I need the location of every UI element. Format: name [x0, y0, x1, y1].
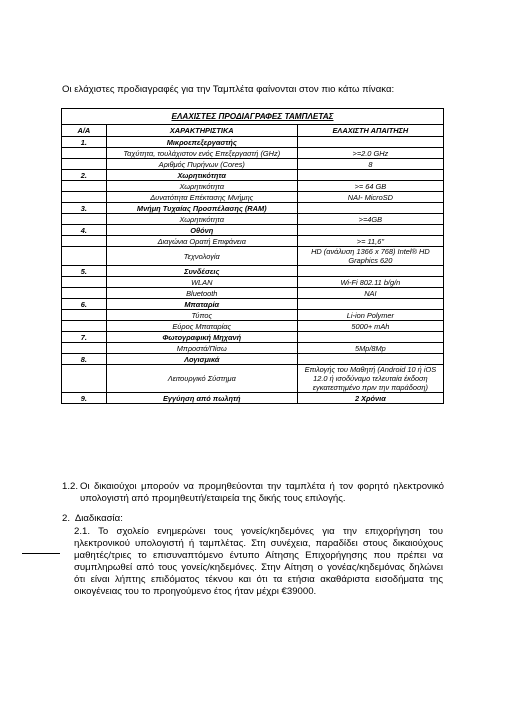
row-feature: Μπροστά/Πίσω [106, 343, 297, 354]
row-requirement [297, 354, 443, 365]
table-row [62, 277, 444, 288]
table-row [62, 343, 444, 354]
row-requirement: Li-ion Polymer [297, 310, 443, 321]
table-row [62, 310, 444, 321]
table-row [62, 192, 444, 203]
row-requirement [297, 203, 443, 214]
table-row [62, 148, 444, 159]
table-title-row [62, 109, 444, 125]
row-feature: Bluetooth [106, 288, 297, 299]
row-feature: Συνδέσεις [106, 266, 297, 277]
margin-rule [22, 553, 60, 554]
row-number: 2. [62, 170, 107, 181]
row-number [62, 365, 107, 393]
row-feature: Μικροεπεξεργαστής [106, 137, 297, 148]
table-title: ΕΛΑΧΙΣΤΕΣ ΠΡΟΔΙΑΓΡΑΦΕΣ ΤΑΜΠΛΕΤΑΣ [62, 109, 444, 125]
table-section-row [62, 137, 444, 148]
row-feature: Ταχύτητα, τουλάχιστον ενός Επεξεργαστή (GHz) [106, 148, 297, 159]
row-requirement: Wi-Fi 802.11 b/g/n [297, 277, 443, 288]
row-number: 4. [62, 225, 107, 236]
table-section-row [62, 393, 444, 404]
row-number: 3. [62, 203, 107, 214]
row-requirement: NAI [297, 288, 443, 299]
table-row [62, 236, 444, 247]
row-requirement: NAI- MicroSD [297, 192, 443, 203]
row-feature: Αριθμός Πυρήνων (Cores) [106, 159, 297, 170]
intro-text: Οι ελάχιστες προδιαγραφές για την Ταμπλέτα φαίνονται στον πιο κάτω πίνακα: [62, 84, 395, 95]
table-section-row [62, 170, 444, 181]
row-number [62, 247, 107, 266]
row-number [62, 321, 107, 332]
row-number [62, 343, 107, 354]
row-number: 1. [62, 137, 107, 148]
row-number [62, 288, 107, 299]
header-number: Α/Α [62, 125, 107, 137]
table-row [62, 321, 444, 332]
header-features: ΧΑΡΑΚΤΗΡΙΣΤΙΚΑ [106, 125, 297, 137]
header-requirement: ΕΛΑΧΙΣΤΗ ΑΠΑΙΤΗΣΗ [297, 125, 443, 137]
row-feature: Οθόνη [106, 225, 297, 236]
row-requirement: >=2.0 GHz [297, 148, 443, 159]
paragraph-1-2-label: 1.2. [62, 481, 79, 492]
row-number: 5. [62, 266, 107, 277]
row-requirement: >= 64 GB [297, 181, 443, 192]
row-requirement: 2 Χρόνια [297, 393, 443, 404]
row-feature: Εύρος Μπαταρίας [106, 321, 297, 332]
row-requirement [297, 225, 443, 236]
row-feature: Τεχνολογία [106, 247, 297, 266]
table-row [62, 365, 444, 393]
row-requirement: 5Mp/8Mp [297, 343, 443, 354]
row-number: 9. [62, 393, 107, 404]
row-requirement [297, 332, 443, 343]
row-number: 8. [62, 354, 107, 365]
row-number [62, 214, 107, 225]
row-feature: Διαγώνια Ορατή Επιφάνεια [106, 236, 297, 247]
row-feature: Μνήμη Τυχαίας Προσπέλασης (RAM) [106, 203, 297, 214]
row-feature: Εγγύηση από πωλητή [106, 393, 297, 404]
table-section-row [62, 299, 444, 310]
paragraph-1-2-text: Οι δικαιούχοι μπορούν να προμηθεύονται την ταμπλέτα ή τον φορητό ηλεκτρονικό υπολογιστή από προμηθευτή/εταιρεία της δικής τους επιλογής. [80, 481, 444, 504]
row-requirement: 5000+ mAh [297, 321, 443, 332]
section-2-heading [62, 513, 123, 524]
row-feature: Φωτογραφική Μηχανή [106, 332, 297, 343]
row-feature: Λογισμικά [106, 354, 297, 365]
section-2-label: 2. [62, 513, 71, 524]
row-requirement: >= 11,6" [297, 236, 443, 247]
table-section-row [62, 203, 444, 214]
row-feature: Μπαταρία [106, 299, 297, 310]
row-number [62, 181, 107, 192]
row-requirement: HD (ανάλυση 1366 x 768) Intel® HD Graphics 620 [297, 247, 443, 266]
row-number [62, 192, 107, 203]
table-row [62, 288, 444, 299]
row-number: 7. [62, 332, 107, 343]
row-requirement [297, 299, 443, 310]
paragraph-2-1: 2.1. Το σχολείο ενημερώνει τους γονείς/κηδεμόνες για την επιχορήγηση του ηλεκτρονικού υπολογιστή ή ταμπλέτας. Στη συνέχεια, παραδίδει στους δικαιούχους μαθητές/τριες το επισυναπτόμενο έντυπο Αίτησης Επιχορήγησης που πρέπει να συμπληρωθεί από τους γονείς/κηδεμόνες. Στην Αίτηση ο γονέας/κηδεμόνας δηλώνει ότι είναι λήπτης επιδόματος τέκνου και ότι τα ετήσια ακαθάριστα εισοδήματα της οικογένειας του το προηγούμενο έτος ήταν μέχρι €39000. [74, 526, 443, 597]
row-feature: Τύπος [106, 310, 297, 321]
row-number: 6. [62, 299, 107, 310]
table-section-row [62, 332, 444, 343]
table-section-row [62, 354, 444, 365]
row-requirement [297, 266, 443, 277]
row-number [62, 310, 107, 321]
row-requirement: 8 [297, 159, 443, 170]
row-number [62, 148, 107, 159]
row-number [62, 159, 107, 170]
row-feature: Λειτουργικό Σύστημα [106, 365, 297, 393]
row-requirement: Επιλογής του Μαθητή (Android 10 ή iOS 12.0 ή ισοδύναμο τελευταία έκδοση εγκατεστημένο πριν την παράδοση) [297, 365, 443, 393]
table-section-row [62, 266, 444, 277]
paragraph-1-2 [62, 481, 444, 505]
row-feature: Χωρητικότητα [106, 214, 297, 225]
row-requirement: >=4GB [297, 214, 443, 225]
spec-table [61, 108, 444, 404]
row-requirement [297, 170, 443, 181]
row-number [62, 236, 107, 247]
row-feature: WLAN [106, 277, 297, 288]
row-feature: Χωρητικότητα [106, 181, 297, 192]
row-requirement [297, 137, 443, 148]
table-section-row [62, 225, 444, 236]
table-row [62, 247, 444, 266]
row-number [62, 277, 107, 288]
row-feature: Χωρητικότητα [106, 170, 297, 181]
table-header-row [62, 125, 444, 137]
table-row [62, 159, 444, 170]
table-row [62, 214, 444, 225]
table-row [62, 181, 444, 192]
section-2-title: Διαδικασία: [74, 513, 123, 524]
row-feature: Δυνατότητα Επέκτασης Μνήμης [106, 192, 297, 203]
